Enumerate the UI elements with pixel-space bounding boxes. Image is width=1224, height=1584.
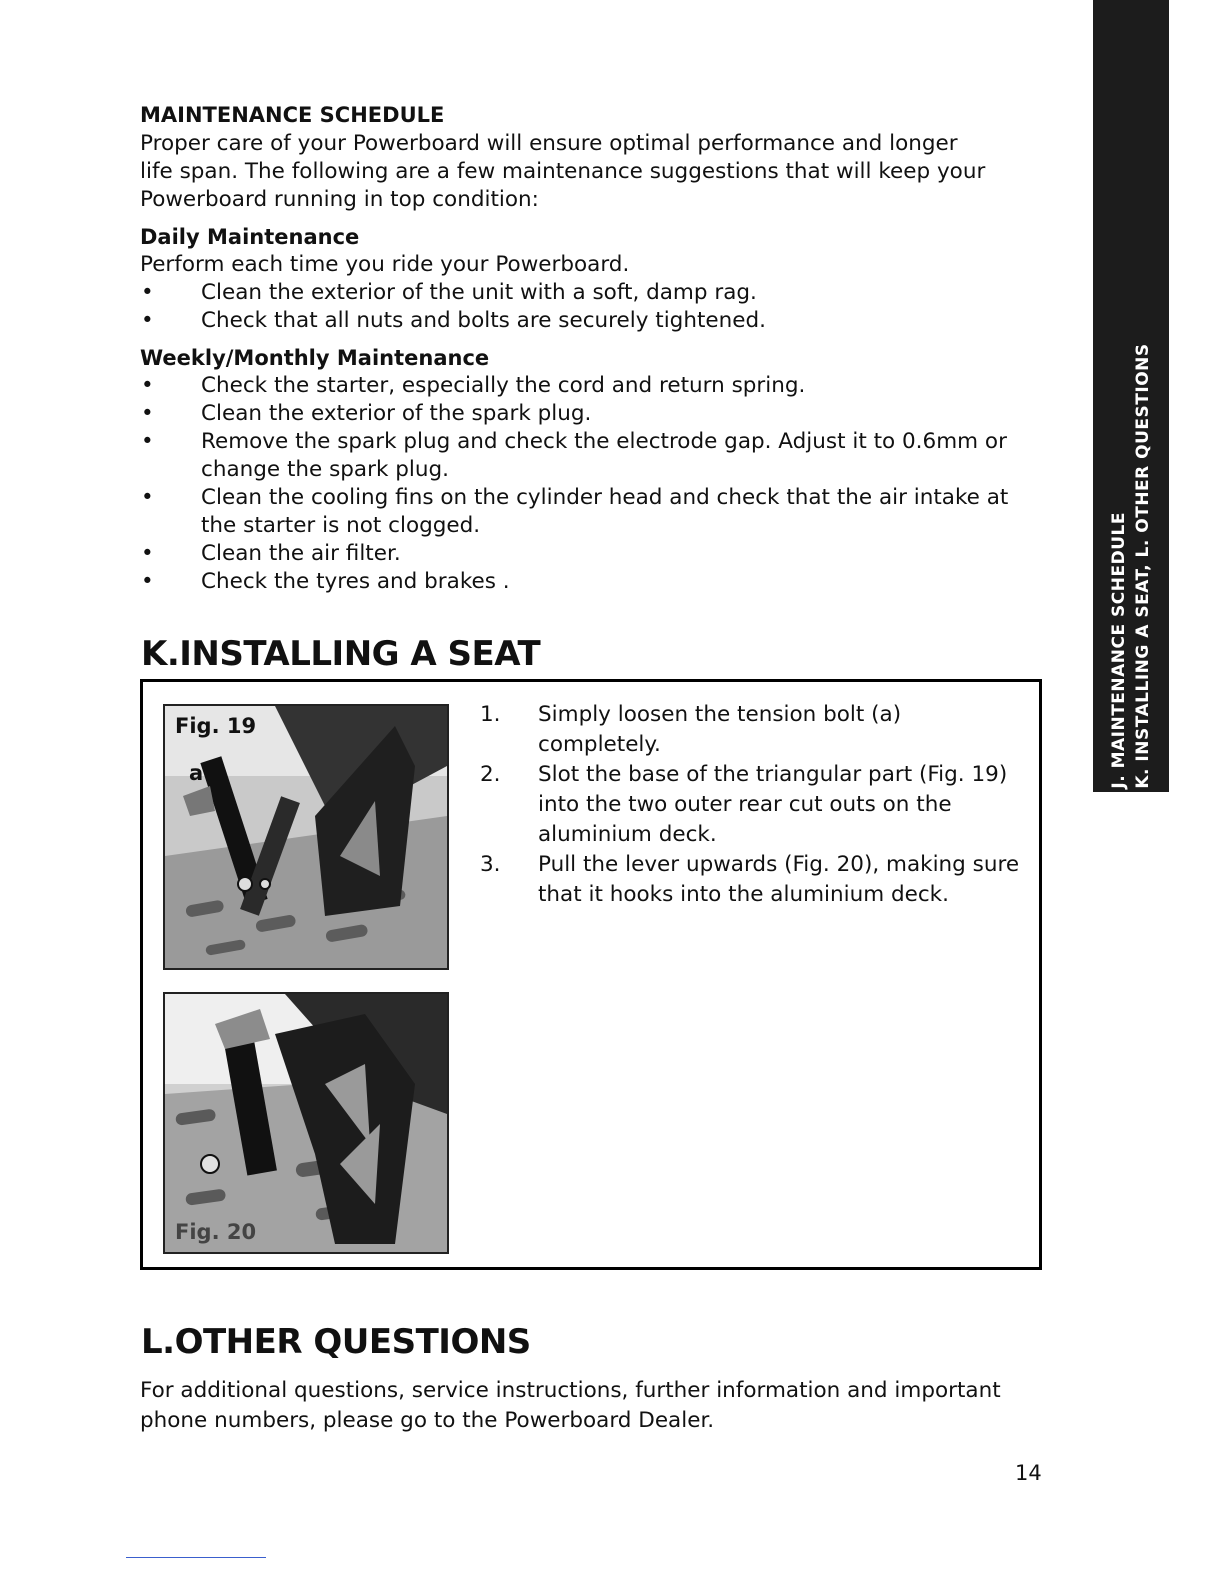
side-tab-line-2: K. INSTALLING A SEAT, L. OTHER QUESTIONS: [1133, 343, 1153, 789]
maintenance-intro: [140, 130, 1040, 214]
side-tab: [1093, 0, 1169, 792]
install-step-number: 1.: [480, 702, 501, 727]
list-item: • Clean the air filter.: [141, 540, 1021, 568]
daily-maintenance-intro: Perform each time you ride your Powerboard.: [140, 252, 630, 277]
fig-20-label: Fig. 20: [175, 1220, 257, 1244]
install-step-number: 2.: [480, 762, 501, 787]
maintenance-intro-line: Powerboard running in top condition:: [140, 187, 539, 212]
list-item: • Clean the cooling fins on the cylinder head and check that the air intake at the starter is not clogged.: [141, 484, 1021, 540]
list-item: • Check the tyres and brakes .: [141, 568, 1021, 596]
list-item: • Clean the exterior of the spark plug.: [141, 400, 1021, 428]
install-step-text: Slot the base of the triangular part (Fig. 19) into the two outer rear cut outs on the aluminium deck.: [538, 762, 1008, 847]
page-number: 14: [1015, 1461, 1042, 1485]
list-item: • Check that all nuts and bolts are securely tightened.: [141, 307, 1021, 335]
install-step: [480, 760, 1026, 850]
other-questions-text: [140, 1376, 1040, 1436]
side-tab-line-1: J. MAINTENANCE SCHEDULE: [1109, 512, 1129, 789]
fig-20-drawing: [165, 994, 447, 1252]
install-step-number: 3.: [480, 852, 501, 877]
maintenance-title: MAINTENANCE SCHEDULE: [140, 103, 445, 127]
other-questions-title: L.OTHER QUESTIONS: [141, 1322, 531, 1362]
daily-maintenance-list: [141, 279, 1021, 335]
other-questions-line: phone numbers, please go to the Powerboard Dealer.: [140, 1408, 715, 1433]
footer-divider: [126, 1557, 266, 1558]
list-item: • Clean the exterior of the unit with a soft, damp rag.: [141, 279, 1021, 307]
fig-20-photo: [163, 992, 449, 1254]
daily-maintenance-title: Daily Maintenance: [140, 225, 360, 249]
install-seat-box: [140, 679, 1042, 1270]
install-step: [480, 850, 1026, 910]
other-questions-line: For additional questions, service instructions, further information and important: [140, 1378, 1001, 1403]
install-steps: [480, 700, 1026, 910]
install-seat-title: K.INSTALLING A SEAT: [141, 634, 541, 674]
list-item: • Check the starter, especially the cord and return spring.: [141, 372, 1021, 400]
maintenance-intro-line: Proper care of your Powerboard will ensure optimal performance and longer: [140, 131, 958, 156]
install-step-text: Pull the lever upwards (Fig. 20), making sure that it hooks into the aluminium deck.: [538, 852, 1020, 907]
maintenance-intro-line: life span. The following are a few maintenance suggestions that will keep your: [140, 159, 986, 184]
fig-19-marker-a: a: [189, 761, 204, 785]
weekly-maintenance-list: [141, 372, 1021, 596]
install-step: [480, 700, 1026, 760]
list-item: • Remove the spark plug and check the electrode gap. Adjust it to 0.6mm or change the spark plug.: [141, 428, 1021, 484]
fig-19-label: Fig. 19: [175, 714, 257, 738]
fig-19-photo: [163, 704, 449, 970]
fig-19-drawing: [165, 706, 447, 968]
install-step-text: Simply loosen the tension bolt (a) completely.: [538, 702, 902, 757]
side-tab-text: [1107, 343, 1155, 788]
weekly-maintenance-title: Weekly/Monthly Maintenance: [140, 346, 490, 370]
